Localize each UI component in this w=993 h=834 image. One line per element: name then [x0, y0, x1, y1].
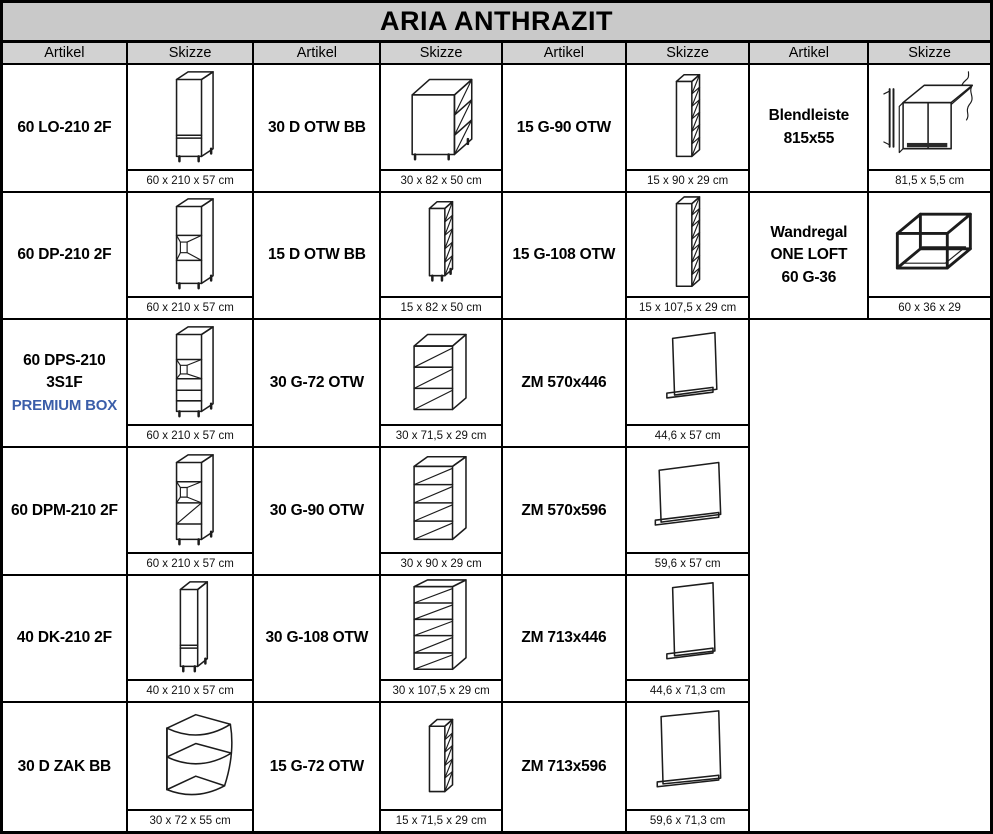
artikel-label: 60 DPS-210 3S1F [23, 351, 106, 392]
artikel-cell [3, 193, 128, 321]
skizze-cell [627, 576, 751, 704]
artikel-label: ZM 713x446 [521, 629, 607, 647]
skizze-cell [128, 448, 255, 576]
sketch-appliance-front-panel-tall-icon [627, 576, 749, 680]
skizze-cell [381, 65, 503, 193]
artikel-cell [254, 65, 381, 193]
dimension-label: 60 x 210 x 57 cm [128, 169, 253, 191]
sketch-narrow-bottle-rack-short-icon [381, 703, 501, 809]
sketch-open-wall-cabinet-5-icon [381, 576, 501, 680]
catalog-grid [3, 43, 990, 831]
artikel-cell [3, 320, 128, 448]
artikel-cell [254, 320, 381, 448]
column-header-skizze: Skizze [869, 43, 990, 65]
sketch-narrow-bottle-rack-tall-icon [627, 193, 749, 297]
skizze-cell [627, 65, 751, 193]
sketch-narrow-bottle-rack-base-icon [381, 193, 501, 297]
dimension-label: 81,5 x 5,5 cm [869, 169, 990, 191]
column-header-artikel: Artikel [254, 43, 381, 65]
sketch-tall-cabinet-narrow-icon [128, 576, 253, 680]
column-header-skizze: Skizze [627, 43, 751, 65]
dimension-label: 60 x 36 x 29 [869, 296, 990, 318]
dimension-label: 15 x 71,5 x 29 cm [381, 809, 501, 831]
skizze-cell [128, 193, 255, 321]
skizze-cell [128, 65, 255, 193]
artikel-cell [750, 65, 869, 193]
sketch-open-wall-cabinet-3-icon [381, 320, 501, 424]
artikel-label: Wandregal [770, 223, 848, 241]
artikel-cell [503, 448, 627, 576]
skizze-cell [381, 193, 503, 321]
skizze-cell [627, 703, 751, 831]
dimension-label: 44,6 x 57 cm [627, 424, 749, 446]
artikel-label: 30 D OTW BB [268, 118, 366, 136]
sketch-tall-microwave-housing-icon [128, 448, 253, 552]
column-header-artikel: Artikel [503, 43, 627, 65]
column-header-skizze: Skizze [381, 43, 503, 65]
sketch-corner-end-shelf-icon [128, 703, 253, 809]
artikel-label: 30 G-90 OTW [269, 501, 364, 519]
artikel-label: 60 G-36 [781, 268, 837, 286]
dimension-label: 30 x 90 x 29 cm [381, 552, 501, 574]
artikel-label: ONE LOFT [770, 246, 848, 264]
artikel-label: 30 G-108 OTW [265, 629, 369, 647]
skizze-cell [869, 65, 990, 193]
skizze-cell [627, 193, 751, 321]
artikel-label: 815x55 [783, 129, 835, 147]
dimension-label: 30 x 82 x 50 cm [381, 169, 501, 191]
column-header-artikel: Artikel [3, 43, 128, 65]
dimension-label: 59,6 x 71,3 cm [627, 809, 749, 831]
artikel-label: Blendleiste [768, 107, 850, 125]
dimension-label: 60 x 210 x 57 cm [128, 552, 253, 574]
artikel-label: 15 G-108 OTW [512, 246, 616, 264]
sketch-open-wall-shelf-frame-icon [869, 193, 990, 297]
sketch-appliance-front-panel-large-icon [627, 703, 749, 809]
skizze-cell [381, 320, 503, 448]
dimension-label: 30 x 72 x 55 cm [128, 809, 253, 831]
artikel-label: 40 DK-210 2F [16, 629, 112, 647]
sketch-tall-cabinet-2-doors-icon [128, 65, 253, 169]
skizze-cell [627, 320, 751, 448]
artikel-cell [254, 576, 381, 704]
skizze-cell [128, 576, 255, 704]
artikel-cell [254, 448, 381, 576]
skizze-cell [381, 576, 503, 704]
artikel-cell [254, 193, 381, 321]
sketch-tall-oven-housing-icon [128, 193, 253, 297]
skizze-cell [627, 448, 751, 576]
empty-cell [750, 320, 990, 831]
skizze-cell [869, 193, 990, 321]
artikel-cell [503, 320, 627, 448]
artikel-label: 60 DPM-210 2F [10, 501, 118, 519]
column-header-skizze: Skizze [128, 43, 255, 65]
artikel-label: 30 D ZAK BB [17, 757, 112, 775]
artikel-label: 15 D OTW BB [268, 246, 366, 264]
page-title: ARIA ANTHRAZIT [3, 3, 990, 43]
artikel-cell [3, 448, 128, 576]
artikel-label: ZM 713x596 [521, 757, 607, 775]
artikel-cell [503, 193, 627, 321]
column-header-artikel: Artikel [750, 43, 869, 65]
sketch-appliance-front-panel-icon [627, 320, 749, 424]
dimension-label: 60 x 210 x 57 cm [128, 424, 253, 446]
sketch-open-shelf-base-cabinet-icon [381, 65, 501, 169]
dimension-label: 60 x 210 x 57 cm [128, 296, 253, 318]
artikel-cell [3, 703, 128, 831]
dimension-label: 30 x 107,5 x 29 cm [381, 679, 501, 701]
artikel-cell [3, 65, 128, 193]
sketch-narrow-bottle-rack-icon [627, 65, 749, 169]
premium-box-label: PREMIUM BOX [11, 396, 118, 414]
skizze-cell [128, 320, 255, 448]
dimension-label: 44,6 x 71,3 cm [627, 679, 749, 701]
artikel-cell [503, 576, 627, 704]
artikel-label: 15 G-90 OTW [516, 118, 611, 136]
artikel-label: 15 G-72 OTW [269, 757, 364, 775]
dimension-label: 15 x 107,5 x 29 cm [627, 296, 749, 318]
sketch-tall-housing-drawers-icon [128, 320, 253, 424]
artikel-label: 60 LO-210 2F [17, 118, 112, 136]
dimension-label: 59,6 x 57 cm [627, 552, 749, 574]
skizze-cell [381, 448, 503, 576]
artikel-cell [503, 65, 627, 193]
dimension-label: 30 x 71,5 x 29 cm [381, 424, 501, 446]
sketch-appliance-front-panel-wide-icon [627, 448, 749, 552]
artikel-label: ZM 570x596 [521, 501, 607, 519]
skizze-cell [128, 703, 255, 831]
artikel-cell [503, 703, 627, 831]
sketch-open-wall-cabinet-4-icon [381, 448, 501, 552]
artikel-label: 30 G-72 OTW [269, 373, 364, 391]
artikel-cell [750, 193, 869, 321]
artikel-cell [254, 703, 381, 831]
dimension-label: 15 x 82 x 50 cm [381, 296, 501, 318]
dimension-label: 15 x 90 x 29 cm [627, 169, 749, 191]
dimension-label: 40 x 210 x 57 cm [128, 679, 253, 701]
skizze-cell [381, 703, 503, 831]
sketch-filler-strip-with-cabinet-icon [869, 65, 990, 169]
artikel-label: ZM 570x446 [521, 373, 607, 391]
artikel-label: 60 DP-210 2F [17, 246, 112, 264]
artikel-cell [3, 576, 128, 704]
